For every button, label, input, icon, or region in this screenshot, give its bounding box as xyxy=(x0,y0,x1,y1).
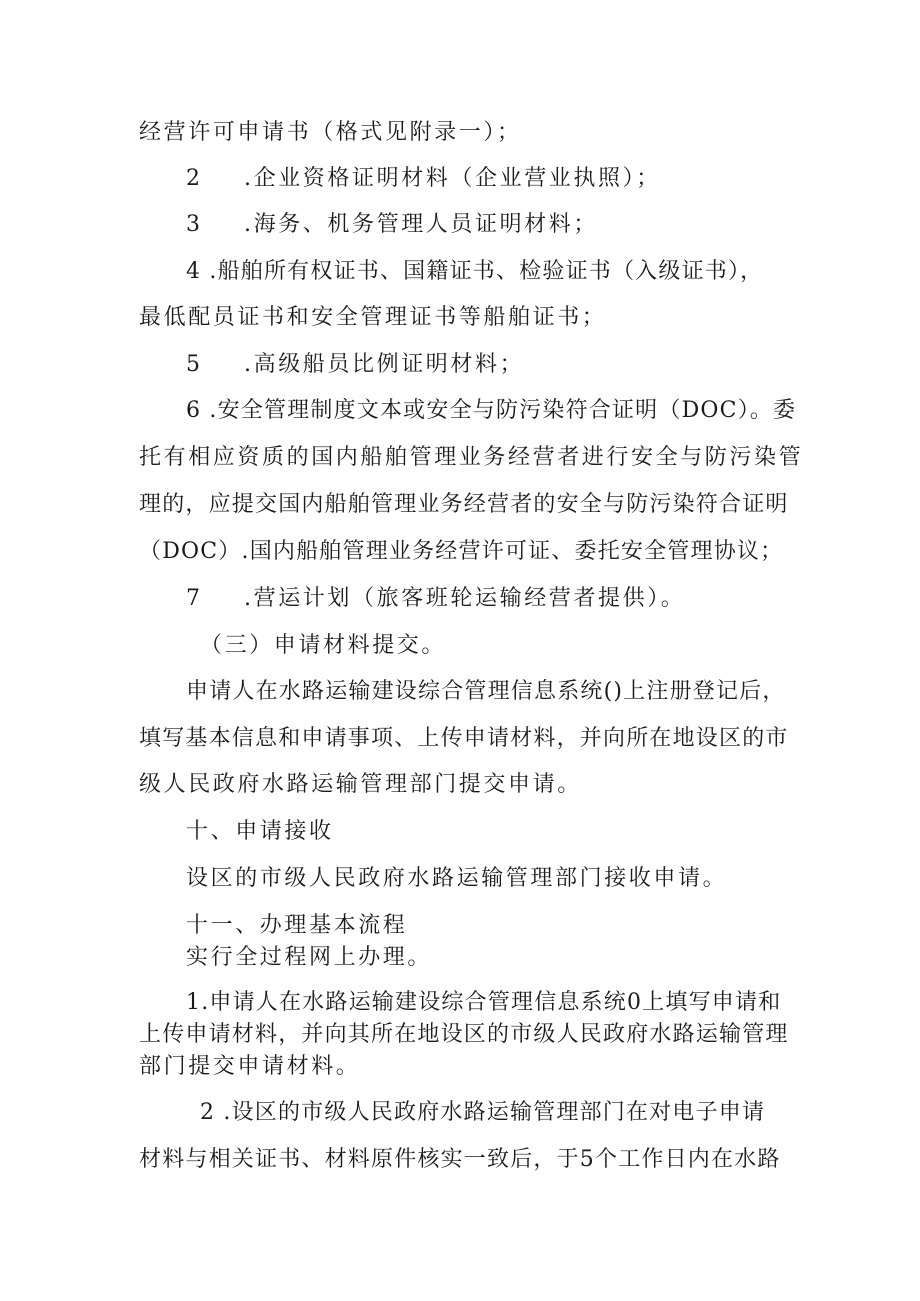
step-2-line-2: 材料与相关证书、材料原件核实一致后，于5个工作日内在水路 xyxy=(139,1147,781,1172)
list-item-3-text: .海务、机务管理人员证明材料； xyxy=(244,212,598,237)
list-item-6-line-3: 理的，应提交国内船舶管理业务经营者的安全与防污染符合证明 xyxy=(139,492,789,517)
list-item-6-line-2: 托有相应资质的国内船舶管理业务经营者进行安全与防污染管 xyxy=(139,445,804,470)
list-item-3-number: 3 xyxy=(186,212,203,237)
section-11-intro: 实行全过程网上办理。 xyxy=(186,945,433,970)
section-3-heading: （三）申请材料提交。 xyxy=(200,633,447,658)
list-item-2-text: .企业资格证明材料（企业营业执照）； xyxy=(244,166,661,191)
section-10-para: 设区的市级人民政府水路运输管理部门接收申请。 xyxy=(186,866,728,891)
item-1-continuation: 经营许可申请书（格式见附录一）； xyxy=(139,120,522,145)
list-item-2 xyxy=(186,164,661,194)
section-3-para-line-3: 级人民政府水路运输管理部门提交申请。 xyxy=(139,772,582,797)
list-item-4-line-2: 最低配员证书和安全管理证书等船舶证书； xyxy=(139,305,607,330)
list-item-5 xyxy=(186,350,524,380)
list-item-2-number: 2 xyxy=(186,166,203,191)
list-item-7-number: 7 xyxy=(186,586,203,611)
section-3-para-line-2: 填写基本信息和申请事项、上传申请材料，并向所在地设区的市 xyxy=(139,726,789,751)
section-10-heading: 十、申请接收 xyxy=(186,819,334,844)
list-item-6-line-1: 6 .安全管理制度文本或安全与防污染符合证明（DOC）。委 xyxy=(186,398,797,423)
list-item-6-line-4: （DOC）.国内船舶管理业务经营许可证、委托安全管理协议； xyxy=(139,539,784,564)
step-2-line-1: 2 .设区的市级人民政府水路运输管理部门在对电子申请 xyxy=(200,1100,766,1125)
list-item-5-number: 5 xyxy=(186,352,203,377)
list-item-4-line-1: 4 .船舶所有权证书、国籍证书、检验证书（入级证书）， xyxy=(186,259,764,284)
list-item-5-text: .高级船员比例证明材料； xyxy=(244,352,525,377)
list-item-3 xyxy=(186,210,598,240)
step-1-line-2: 上传申请材料，并向其所在地设区的市级人民政府水路运输管理 xyxy=(139,1022,789,1047)
step-1-line-1: 1.申请人在水路运输建设综合管理信息系统0上填写申请和 xyxy=(186,990,782,1015)
section-11-heading: 十一、办理基本流程 xyxy=(186,913,408,938)
list-item-7 xyxy=(186,584,685,614)
list-item-7-text: .营运计划（旅客班轮运输经营者提供）。 xyxy=(244,586,686,611)
step-1-line-3: 部门提交申请材料。 xyxy=(139,1054,361,1079)
section-3-para-line-1: 申请人在水路运输建设综合管理信息系统()上注册登记后， xyxy=(186,679,786,704)
